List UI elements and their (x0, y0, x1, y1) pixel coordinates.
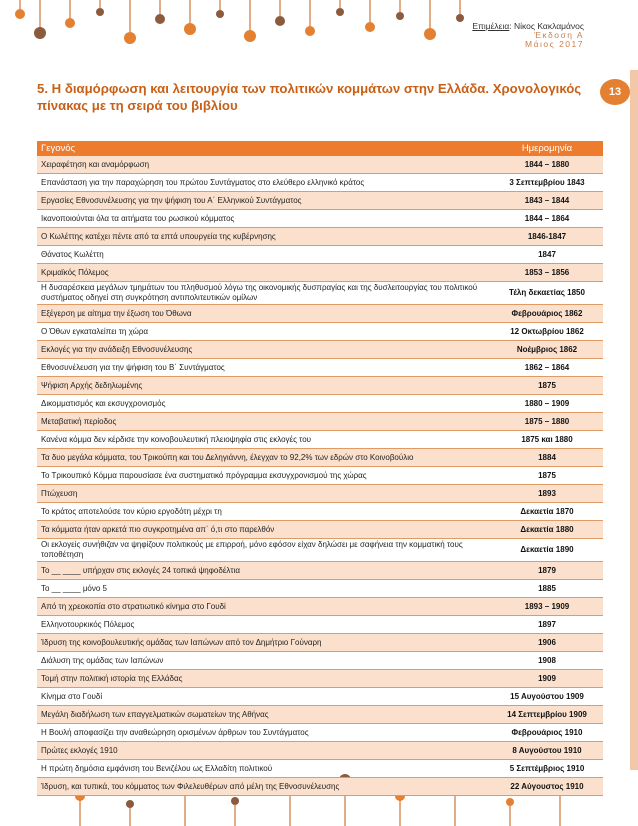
event-cell: Ικανοποιούνται όλα τα αιτήματα του ρωσικού κόμματος (37, 210, 491, 228)
date-cell: 1844 – 1864 (491, 210, 603, 228)
table-row (37, 210, 603, 228)
event-cell: Οι εκλογείς συνήθιζαν να ψηφίζουν πολιτικούς με επιρροή, μόνο εφόσον είχαν δηλώσει με σαφήνεια την κομματική τους τοποθέτηση (37, 539, 491, 562)
date-cell: 1875 (491, 377, 603, 395)
date-cell: 1853 – 1856 (491, 264, 603, 282)
date-cell: 5 Σεπτέμβριος 1910 (491, 760, 603, 778)
table-row (37, 598, 603, 616)
table-row (37, 521, 603, 539)
table-row (37, 305, 603, 323)
event-cell: Το __ ____ υπήρχαν στις εκλογές 24 τοπικά ψηφοδέλτια (37, 562, 491, 580)
date-cell: 14 Σεπτεμβρίου 1909 (491, 706, 603, 724)
event-cell: Το Τρικουπικό Κόμμα παρουσίασε ένα συστηματικό πρόγραμμα εκσυγχρονισμού της χώρας (37, 467, 491, 485)
date-cell: Δεκαετία 1880 (491, 521, 603, 539)
date-cell: 1843 – 1844 (491, 192, 603, 210)
table-row (37, 688, 603, 706)
table-body (37, 156, 603, 796)
event-cell: Τομή στην πολιτική ιστορία της Ελλάδας (37, 670, 491, 688)
date-cell: 1884 (491, 449, 603, 467)
table-row (37, 503, 603, 521)
table-row (37, 616, 603, 634)
event-cell: Πτώχευση (37, 485, 491, 503)
event-cell: Από τη χρεοκοπία στο στρατιωτικό κίνημα στο Γουδί (37, 598, 491, 616)
table-row (37, 413, 603, 431)
table-row (37, 174, 603, 192)
event-cell: Θάνατος Κωλέττη (37, 246, 491, 264)
table-row (37, 395, 603, 413)
date-cell: 1862 – 1864 (491, 359, 603, 377)
table-row (37, 485, 603, 503)
table-row (37, 652, 603, 670)
table-row (37, 156, 603, 174)
date-cell: Τέλη δεκαετίας 1850 (491, 282, 603, 305)
author-name: : Νίκος Κακλαμάνος (509, 21, 584, 31)
table-row (37, 742, 603, 760)
event-cell: Μεταβατική περίοδος (37, 413, 491, 431)
date-cell: 1846-1847 (491, 228, 603, 246)
table-row (37, 323, 603, 341)
event-cell: Επανάσταση για την παραχώρηση του πρώτου Συντάγματος στο ελεύθερο ελληνικό κράτος (37, 174, 491, 192)
event-cell: Εθνοσυνέλευση για την ψήφιση του Β΄ Συντάγματος (37, 359, 491, 377)
event-cell: Η Βουλή αποφασίζει την αναθεώρηση ορισμένων άρθρων του Συντάγματος (37, 724, 491, 742)
table-row (37, 562, 603, 580)
page-number-badge: 13 (600, 79, 630, 105)
event-cell: Ίδρυση της κοινοβουλευτικής ομάδας των Ιαπώνων από τον Δημήτριο Γούναρη (37, 634, 491, 652)
table-row (37, 449, 603, 467)
event-cell: Εκλογές για την ανάδειξη Εθνοσυνέλευσης (37, 341, 491, 359)
table-row (37, 580, 603, 598)
date-cell: 1906 (491, 634, 603, 652)
right-edge-band (630, 70, 638, 770)
event-cell: Ελληνοτουρκικός Πόλεμος (37, 616, 491, 634)
event-cell: Ίδρυση, και τυπικά, του κόμματος των Φιλελευθέρων από μέλη της Εθνοσυνέλευσης (37, 778, 491, 796)
table-row (37, 264, 603, 282)
table-row (37, 359, 603, 377)
table-row (37, 670, 603, 688)
event-cell: Τα κόμματα ήταν αρκετά πιο συγκροτημένα απ΄ ό,τι στο παρελθόν (37, 521, 491, 539)
event-cell: Μεγάλη διαδήλωση των επαγγελματικών σωματείων της Αθήνας (37, 706, 491, 724)
event-cell: Πρώτες εκλογές 1910 (37, 742, 491, 760)
date-cell: Δεκαετία 1870 (491, 503, 603, 521)
table-row (37, 760, 603, 778)
table-row (37, 724, 603, 742)
event-cell: Εργασίες Εθνοσυνέλευσης για την ψήφιση του Α΄ Ελληνικού Συντάγματος (37, 192, 491, 210)
event-cell: Κίνημα στο Γουδί (37, 688, 491, 706)
table-header-row (37, 141, 603, 156)
table-row (37, 341, 603, 359)
event-cell: Ο Κωλέττης κατέχει πέντε από τα επτά υπουργεία της κυβέρνησης (37, 228, 491, 246)
event-cell: Η πρώτη δημόσια εμφάνιση του Βενιζέλου ως Ελλαδίτη πολιτικού (37, 760, 491, 778)
date-cell: 3 Σεπτεμβρίου 1843 (491, 174, 603, 192)
date-cell: 22 Αύγουστος 1910 (491, 778, 603, 796)
date-cell: 15 Αυγούστου 1909 (491, 688, 603, 706)
event-cell: Το __ ____ μόνο 5 (37, 580, 491, 598)
event-cell: Χειραφέτηση και αναμόρφωση (37, 156, 491, 174)
date-cell: Φεβρουάριος 1910 (491, 724, 603, 742)
table-row (37, 431, 603, 449)
table-row (37, 377, 603, 395)
event-cell: Η δυσαρέσκεια μεγάλων τμημάτων του πληθυσμού λόγω της οικονομικής δυσπραγίας και της δυσλειτουργίας του πολιτικού συστήματος οδηγεί στη συγκρότηση αντιπολιτευτικών ομίλων (37, 282, 491, 305)
decor-top-pins (15, 0, 464, 44)
date-cell: 1844 – 1880 (491, 156, 603, 174)
date-cell: 12 Οκτωβρίου 1862 (491, 323, 603, 341)
section-title: 5. Η διαμόρφωση και λειτουργία των πολιτικών κομμάτων στην Ελλάδα. Χρονολογικός πίνακας με τη σειρά του βιβλίου (37, 81, 582, 113)
table-row (37, 539, 603, 562)
page-header (472, 22, 584, 49)
chronology-table (37, 141, 603, 796)
date-cell: 1847 (491, 246, 603, 264)
date-cell: 1885 (491, 580, 603, 598)
date-cell: 1909 (491, 670, 603, 688)
event-cell: Κριμαϊκός Πόλεμος (37, 264, 491, 282)
date-cell: Φεβρουάριος 1862 (491, 305, 603, 323)
event-cell: Ψήφιση Αρχής δεδηλωμένης (37, 377, 491, 395)
date-cell: Δεκαετία 1890 (491, 539, 603, 562)
table-row (37, 282, 603, 305)
event-cell: Διάλυση της ομάδας των Ιαπώνων (37, 652, 491, 670)
date-cell: 1897 (491, 616, 603, 634)
date-cell: 1875 και 1880 (491, 431, 603, 449)
table-row (37, 228, 603, 246)
event-cell: Κανένα κόμμα δεν κέρδισε την κοινοβουλευτική πλειοψηφία στις εκλογές του (37, 431, 491, 449)
date-cell: 1875 (491, 467, 603, 485)
date-cell: 1875 – 1880 (491, 413, 603, 431)
date-cell: 1879 (491, 562, 603, 580)
table-row (37, 778, 603, 796)
edition-date: Μάιος 2017 (525, 39, 584, 49)
table-row (37, 192, 603, 210)
event-cell: Δικομματισμός και εκσυγχρονισμός (37, 395, 491, 413)
table-row (37, 706, 603, 724)
date-cell: 8 Αυγούστου 1910 (491, 742, 603, 760)
date-cell: 1893 – 1909 (491, 598, 603, 616)
date-cell: 1880 – 1909 (491, 395, 603, 413)
event-cell: Το κράτος αποτελούσε τον κύριο εργοδότη μέχρι τη (37, 503, 491, 521)
date-cell: 1893 (491, 485, 603, 503)
column-header-event: Γεγονός (37, 141, 491, 156)
event-cell: Εξέγερση με αίτημα την έξωση του Όθωνα (37, 305, 491, 323)
event-cell: Τα δυο μεγάλα κόμματα, του Τρικούπη και του Δεληγιάννη, έλεγχαν το 92,2% των εδρών στο Κοινοβούλιο (37, 449, 491, 467)
table-row (37, 246, 603, 264)
edition: Έκδοση Α (534, 30, 584, 40)
author-label: Επιμέλεια (472, 21, 510, 31)
table-row (37, 634, 603, 652)
table-row (37, 467, 603, 485)
column-header-date: Ημερομηνία (491, 141, 603, 156)
event-cell: Ο Όθων εγκαταλείπει τη χώρα (37, 323, 491, 341)
date-cell: Νοέμβριος 1862 (491, 341, 603, 359)
date-cell: 1908 (491, 652, 603, 670)
